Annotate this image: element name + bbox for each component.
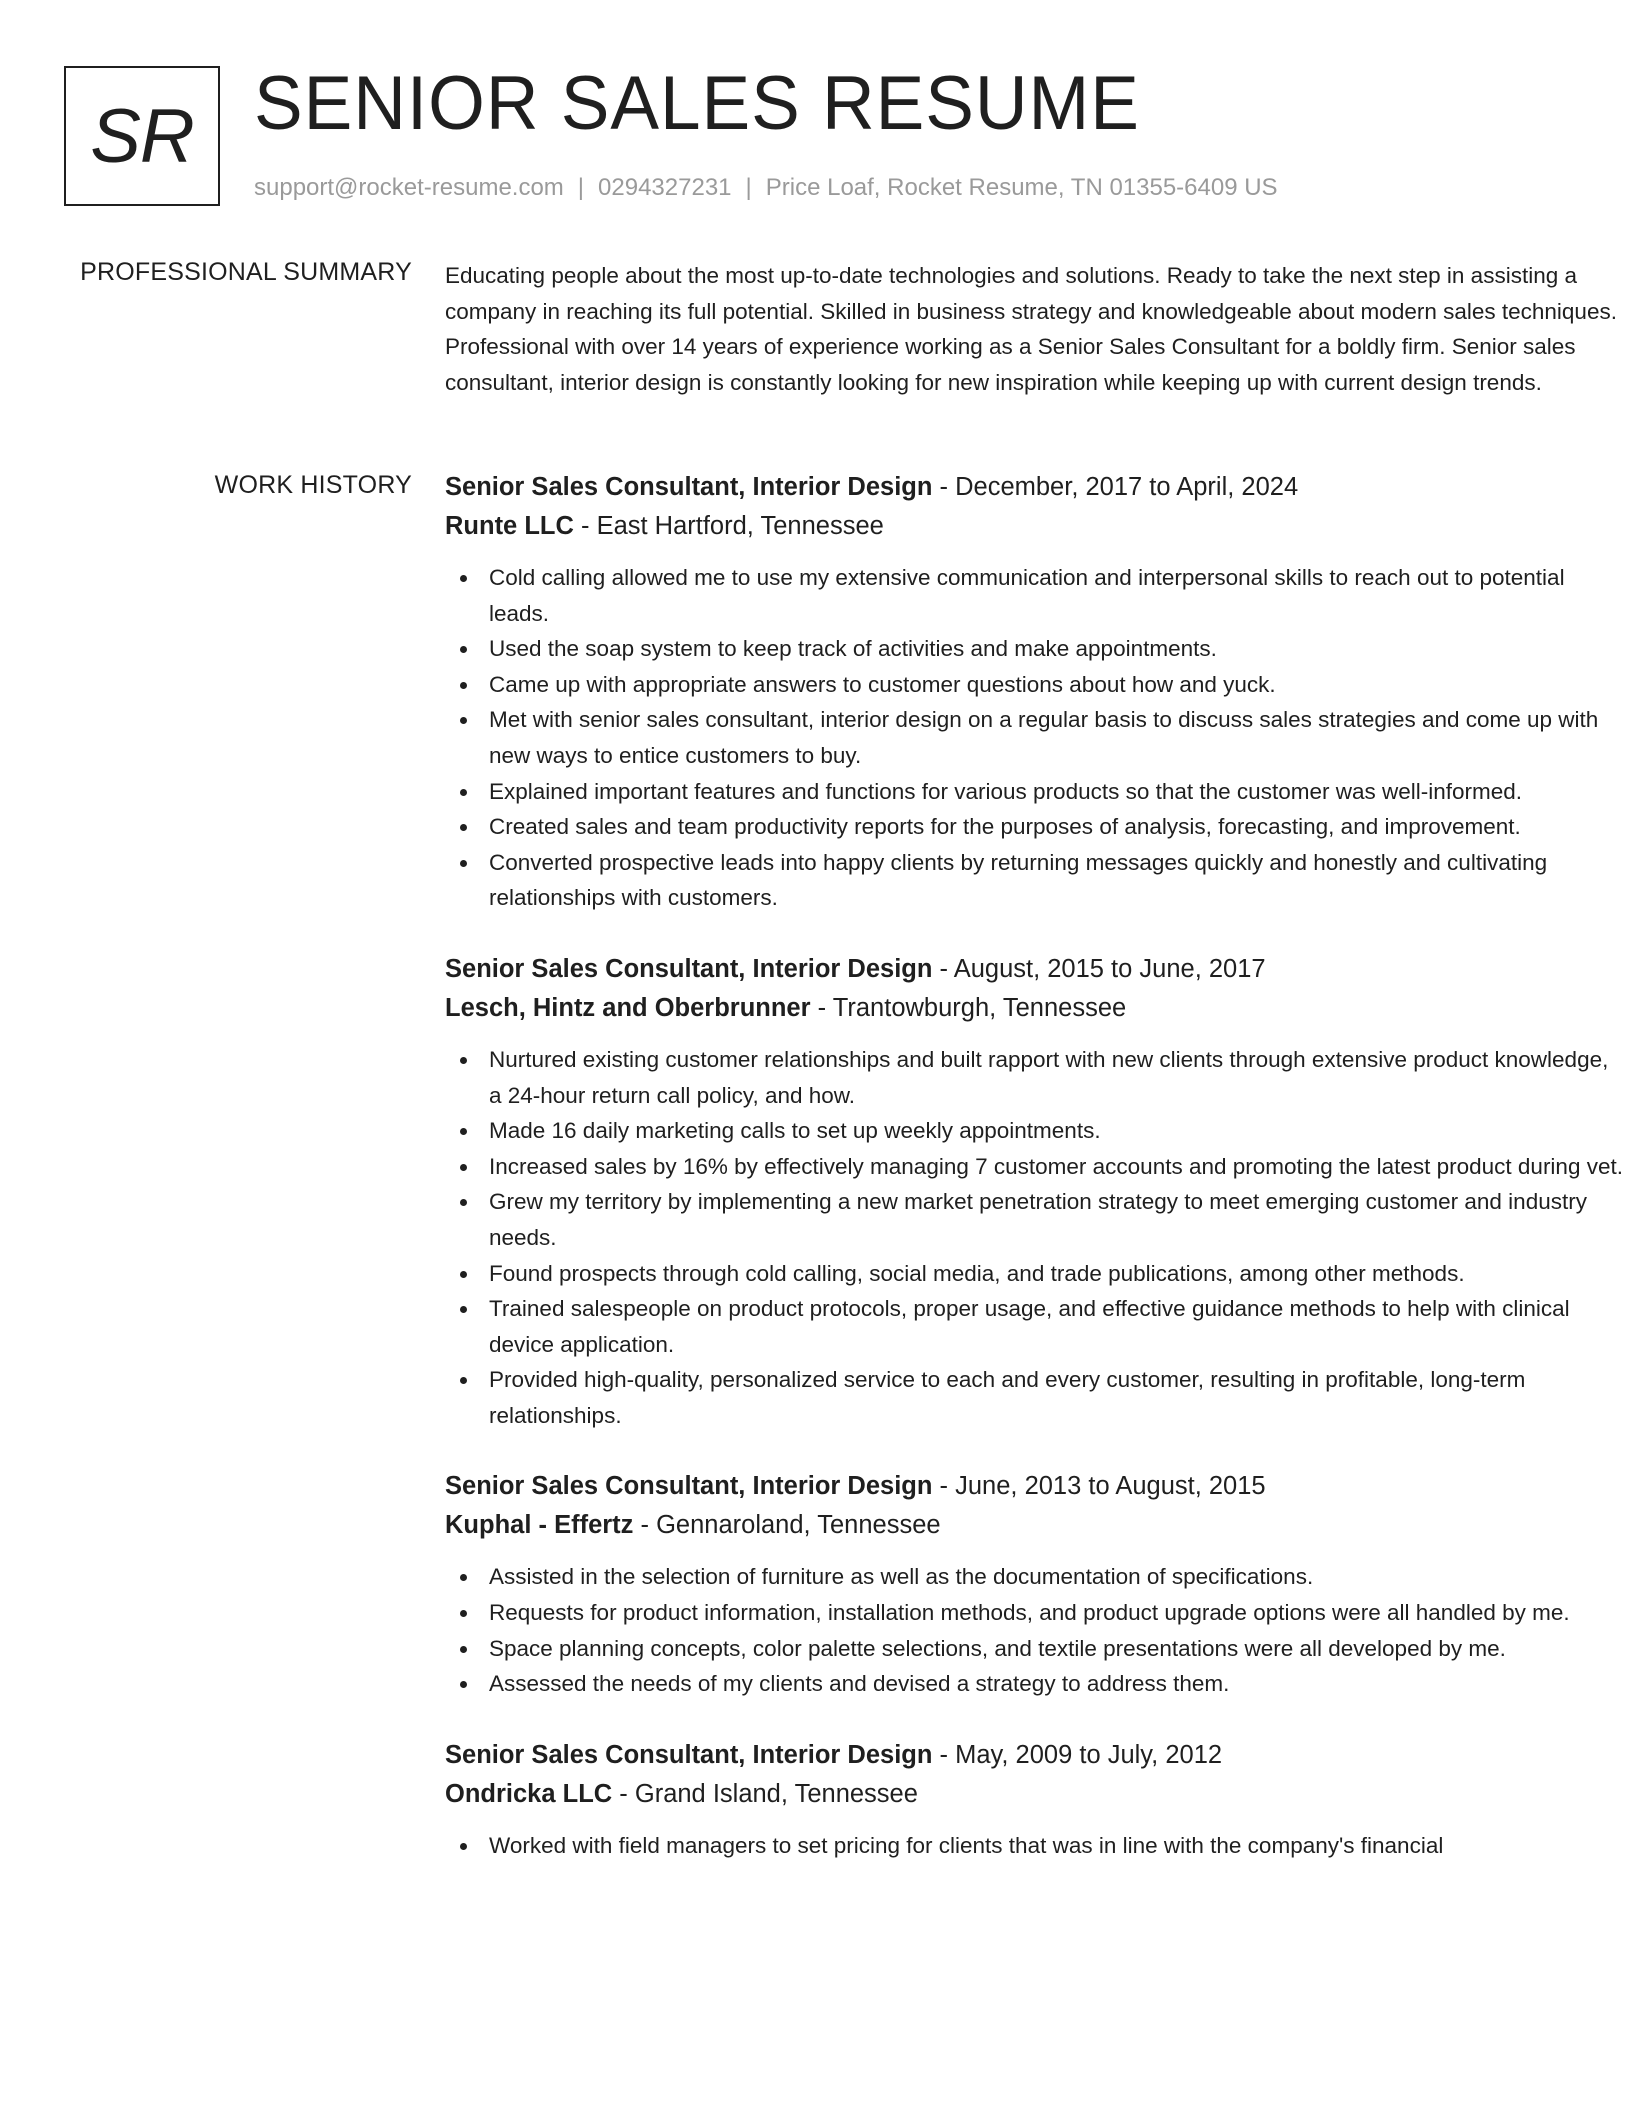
job-bullets <box>445 1559 1625 1701</box>
summary-text: Educating people about the most up-to-date technologies and solutions. Ready to take the next step in assisting a company in reaching its full potential. Skilled in business strategy and knowledgeable about modern sales techniques. Professional with over 14 years of experience working as a Senior Sales Consultant for a boldly firm. Senior sales consultant, interior design is constantly looking for new inspiration while keeping up with current design trends. <box>445 263 1617 395</box>
job-entry <box>445 1736 1625 1864</box>
resume-title: SENIOR SALES RESUME <box>254 61 1140 146</box>
contact-phone[interactable]: 0294327231 <box>598 174 732 201</box>
job-entry <box>445 950 1625 1434</box>
contact-email[interactable]: support@rocket-resume.com <box>254 174 564 201</box>
job-bullet: Requests for product information, installation methods, and product upgrade options were all handled by me. <box>445 1595 1625 1631</box>
job-bullet: Explained important features and functions for various products so that the customer was well-informed. <box>445 774 1625 810</box>
resume-header <box>64 61 1564 216</box>
job-bullet: Trained salespeople on product protocols, proper usage, and effective guidance methods to help with clinical device application. <box>445 1291 1625 1362</box>
job-bullet: Met with senior sales consultant, interior design on a regular basis to discuss sales strategies and come up with new ways to entice customers to buy. <box>445 702 1625 773</box>
job-bullets <box>445 1828 1625 1864</box>
job-bullet: Found prospects through cold calling, social media, and trade publications, among other methods. <box>445 1256 1625 1292</box>
job-title-line <box>445 1736 1625 1775</box>
job-bullet: Space planning concepts, color palette selections, and textile presentations were all developed by me. <box>445 1631 1625 1667</box>
job-entry <box>445 468 1625 916</box>
job-title: Senior Sales Consultant, Interior Design <box>445 1740 933 1769</box>
job-company-line <box>445 507 1625 546</box>
job-bullet: Converted prospective leads into happy clients by returning messages quickly and honestly and cultivating relationships with customers. <box>445 845 1625 916</box>
job-company-line <box>445 1506 1625 1545</box>
job-title-line <box>445 468 1625 507</box>
job-bullet: Cold calling allowed me to use my extensive communication and interpersonal skills to reach out to potential leads. <box>445 560 1625 631</box>
job-list <box>445 468 1625 1897</box>
job-bullets <box>445 1042 1625 1434</box>
job-title-line <box>445 950 1625 989</box>
contact-separator: | <box>745 174 752 201</box>
job-company-line <box>445 989 1625 1028</box>
job-dates: - December, 2017 to April, 2024 <box>932 473 1299 501</box>
job-entry <box>445 1467 1625 1701</box>
job-dates: - August, 2015 to June, 2017 <box>932 954 1266 983</box>
job-location: - Grand Island, Tennessee <box>612 1779 918 1808</box>
job-bullet: Used the soap system to keep track of activities and make appointments. <box>445 631 1625 667</box>
job-bullet: Grew my territory by implementing a new market penetration strategy to meet emerging customer and industry needs. <box>445 1184 1625 1255</box>
contact-separator: | <box>577 174 585 201</box>
job-bullet: Nurtured existing customer relationships and built rapport with new clients through extensive product knowledge, a 24-hour return call policy, and how. <box>445 1042 1625 1113</box>
job-bullets <box>445 560 1625 916</box>
job-dates: - May, 2009 to July, 2012 <box>932 1740 1223 1769</box>
contact-address: Price Loaf, Rocket Resume, TN 01355-6409 US <box>765 174 1278 201</box>
job-bullet: Worked with field managers to set pricing for clients that was in line with the company's financial <box>445 1828 1625 1864</box>
job-company-line <box>445 1775 1625 1814</box>
job-bullet: Created sales and team productivity reports for the purposes of analysis, forecasting, and improvement. <box>445 809 1625 845</box>
work-history-heading: WORK HISTORY <box>214 471 412 499</box>
job-title: Senior Sales Consultant, Interior Design <box>445 954 933 983</box>
job-company: Ondricka LLC <box>445 1779 613 1808</box>
job-company: Lesch, Hintz and Oberbrunner <box>445 993 811 1022</box>
summary-heading: PROFESSIONAL SUMMARY <box>80 258 412 286</box>
monogram-logo: SR <box>64 66 220 206</box>
job-bullet: Came up with appropriate answers to customer questions about how and yuck. <box>445 667 1625 703</box>
job-title-line <box>445 1467 1625 1506</box>
job-location: - East Hartford, Tennessee <box>573 512 884 540</box>
contact-line <box>254 174 1278 202</box>
job-bullet: Assessed the needs of my clients and devised a strategy to address them. <box>445 1666 1625 1702</box>
job-location: - Trantowburgh, Tennessee <box>810 993 1127 1022</box>
job-company: Kuphal - Effertz <box>445 1511 634 1540</box>
job-bullet: Increased sales by 16% by effectively managing 7 customer accounts and promoting the latest product during vet. <box>445 1149 1625 1185</box>
job-location: - Gennaroland, Tennessee <box>633 1511 941 1540</box>
job-bullet: Provided high-quality, personalized service to each and every customer, resulting in profitable, long-term relationships. <box>445 1362 1625 1433</box>
job-title: Senior Sales Consultant, Interior Design <box>445 1472 933 1501</box>
job-bullet: Assisted in the selection of furniture as well as the documentation of specifications. <box>445 1559 1625 1595</box>
job-dates: - June, 2013 to August, 2015 <box>932 1472 1266 1501</box>
job-company: Runte LLC <box>445 512 574 540</box>
job-bullet: Made 16 daily marketing calls to set up weekly appointments. <box>445 1113 1625 1149</box>
job-title: Senior Sales Consultant, Interior Design <box>445 473 933 501</box>
